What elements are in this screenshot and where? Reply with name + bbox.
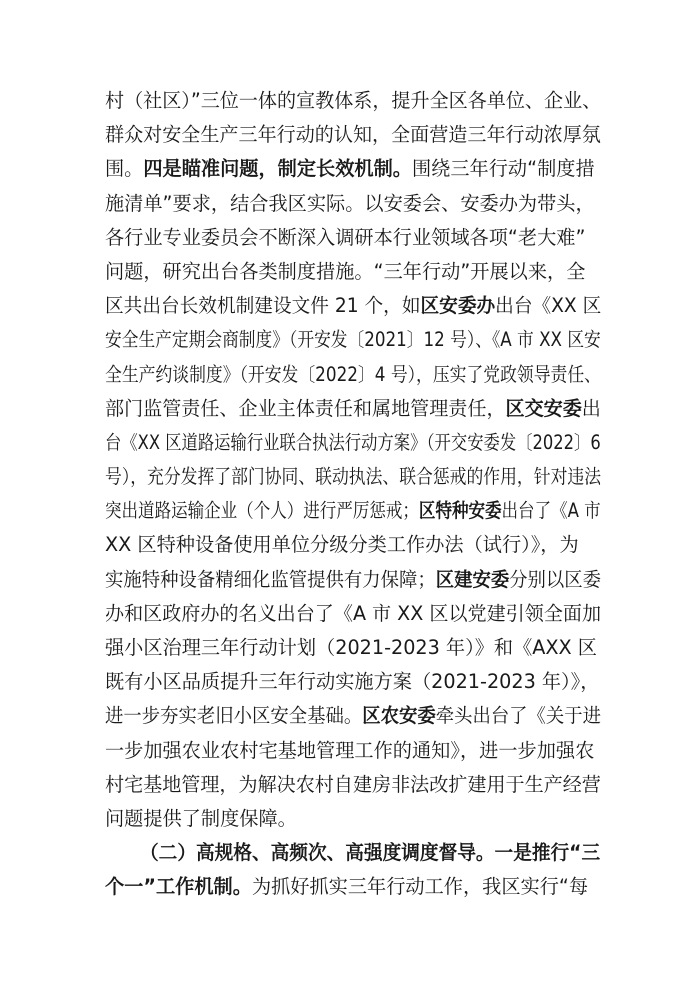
bold-text-segment: 区特种安委: [418, 499, 502, 523]
text-line: [105, 392, 601, 426]
text-segment: 牵头出台了《关于进: [435, 704, 602, 728]
text-segment: 突出道路运输企业（个人）进行严厉惩戒；: [105, 499, 419, 523]
text-segment: 强小区治理三年行动计划（2021-2023 年）》和《AXX 区: [105, 636, 597, 659]
text-line: [105, 118, 601, 152]
text-line: [105, 528, 601, 562]
text-segment: 部门监管责任、企业主体责任和属地管理责任，: [105, 396, 506, 420]
text-line: [105, 152, 601, 186]
text-line: [105, 358, 601, 392]
text-segment: 一步加强农业农村宅基地管理工作的通知》，进一步加强农: [105, 738, 595, 762]
text-line: [105, 460, 602, 494]
text-segment: 出台《XX 区: [495, 294, 602, 318]
text-line: [105, 734, 601, 768]
bold-text-segment: （二）高规格、高频次、高强度调度督导。: [140, 841, 495, 865]
text-line: [105, 563, 602, 597]
text-line: [105, 494, 601, 528]
text-line: [105, 255, 601, 289]
bold-text-segment: 区建安委: [435, 567, 510, 591]
text-segment: XX 区特种设备使用单位分级分类工作办法（试行）》，为: [105, 533, 579, 557]
text-segment: 施清单”要求，结合我区实际。以安委会、安委办为带头，: [105, 191, 595, 215]
text-line: [105, 836, 601, 870]
text-segment: 问题提供了制度保障。: [105, 806, 297, 830]
text-segment: 村宅基地管理，为解决农村自建房非法改扩建用于生产经营: [105, 772, 601, 796]
text-line: [105, 289, 602, 323]
bold-text-segment: 四是瞄准问题，制定长效机制。: [143, 157, 412, 181]
text-segment: 村（社区）”三位一体的宣教体系，提升全区各单位、企业、: [105, 89, 602, 112]
text-line: [105, 768, 601, 802]
text-segment: 围。: [105, 157, 144, 181]
text-segment: 围绕三年行动“制度措: [412, 157, 595, 181]
text-segment: 台《XX 区道路运输行业联合执法行动方案》（开交安委发〔2022〕6: [105, 430, 601, 454]
text-line: [105, 84, 602, 118]
text-segment: 进一步夯实老旧小区安全基础。: [105, 704, 363, 728]
text-segment: 号），充分发挥了部门协同、联动执法、联合惩戒的作用，针对违法: [105, 465, 602, 489]
bold-text-segment: 区交安委: [505, 396, 582, 420]
text-segment: 安全生产定期会商制度》（开安发〔2021〕12 号）、《A 市 XX 区安: [105, 328, 601, 352]
text-line: [105, 699, 602, 733]
text-segment: 区共出台长效机制建设文件 21 个，如: [105, 294, 421, 318]
text-segment: 办和区政府办的名义出台了《A 市 XX 区以党建引领全面加: [105, 601, 602, 625]
text-segment: 出台了《A 市: [501, 499, 601, 523]
bold-text-segment: 区农安委: [362, 704, 436, 728]
text-line: [105, 221, 601, 255]
text-segment: 实施特种设备精细化监管提供有力保障；: [105, 567, 436, 591]
text-line: [105, 802, 601, 836]
text-segment: 分别以区委: [509, 567, 602, 591]
text-line: [105, 597, 602, 631]
text-line: [105, 631, 601, 665]
text-segment: 为抓好抓实三年行动工作，我区实行“每: [251, 875, 589, 899]
text-segment: 既有小区品质提升三年行动实施方案（2021-2023 年）》，: [105, 670, 600, 694]
text-line: [105, 426, 601, 460]
text-line: [105, 187, 601, 221]
text-segment: 问题，研究出台各类制度措施。“三年行动”开展以来，全: [105, 259, 586, 283]
text-segment: 群众对安全生产三年行动的认知，全面营造三年行动浓厚氛: [105, 123, 601, 147]
bold-text-segment: 个一”工作机制。: [105, 875, 252, 899]
text-segment: 全生产约谈制度》（开安发〔2022〕4 号），压实了党政领导责任、: [105, 362, 601, 386]
text-segment: 各行业专业委员会不断深入调研本行业领域各项“老大难”: [105, 225, 586, 249]
body-text: [105, 84, 601, 905]
bold-text-segment: 一是推行“三: [494, 841, 601, 865]
text-line: [105, 870, 601, 904]
text-segment: 出: [581, 396, 601, 420]
text-line: [105, 323, 601, 357]
text-line: [105, 665, 601, 699]
bold-text-segment: 区安委办: [420, 294, 496, 318]
